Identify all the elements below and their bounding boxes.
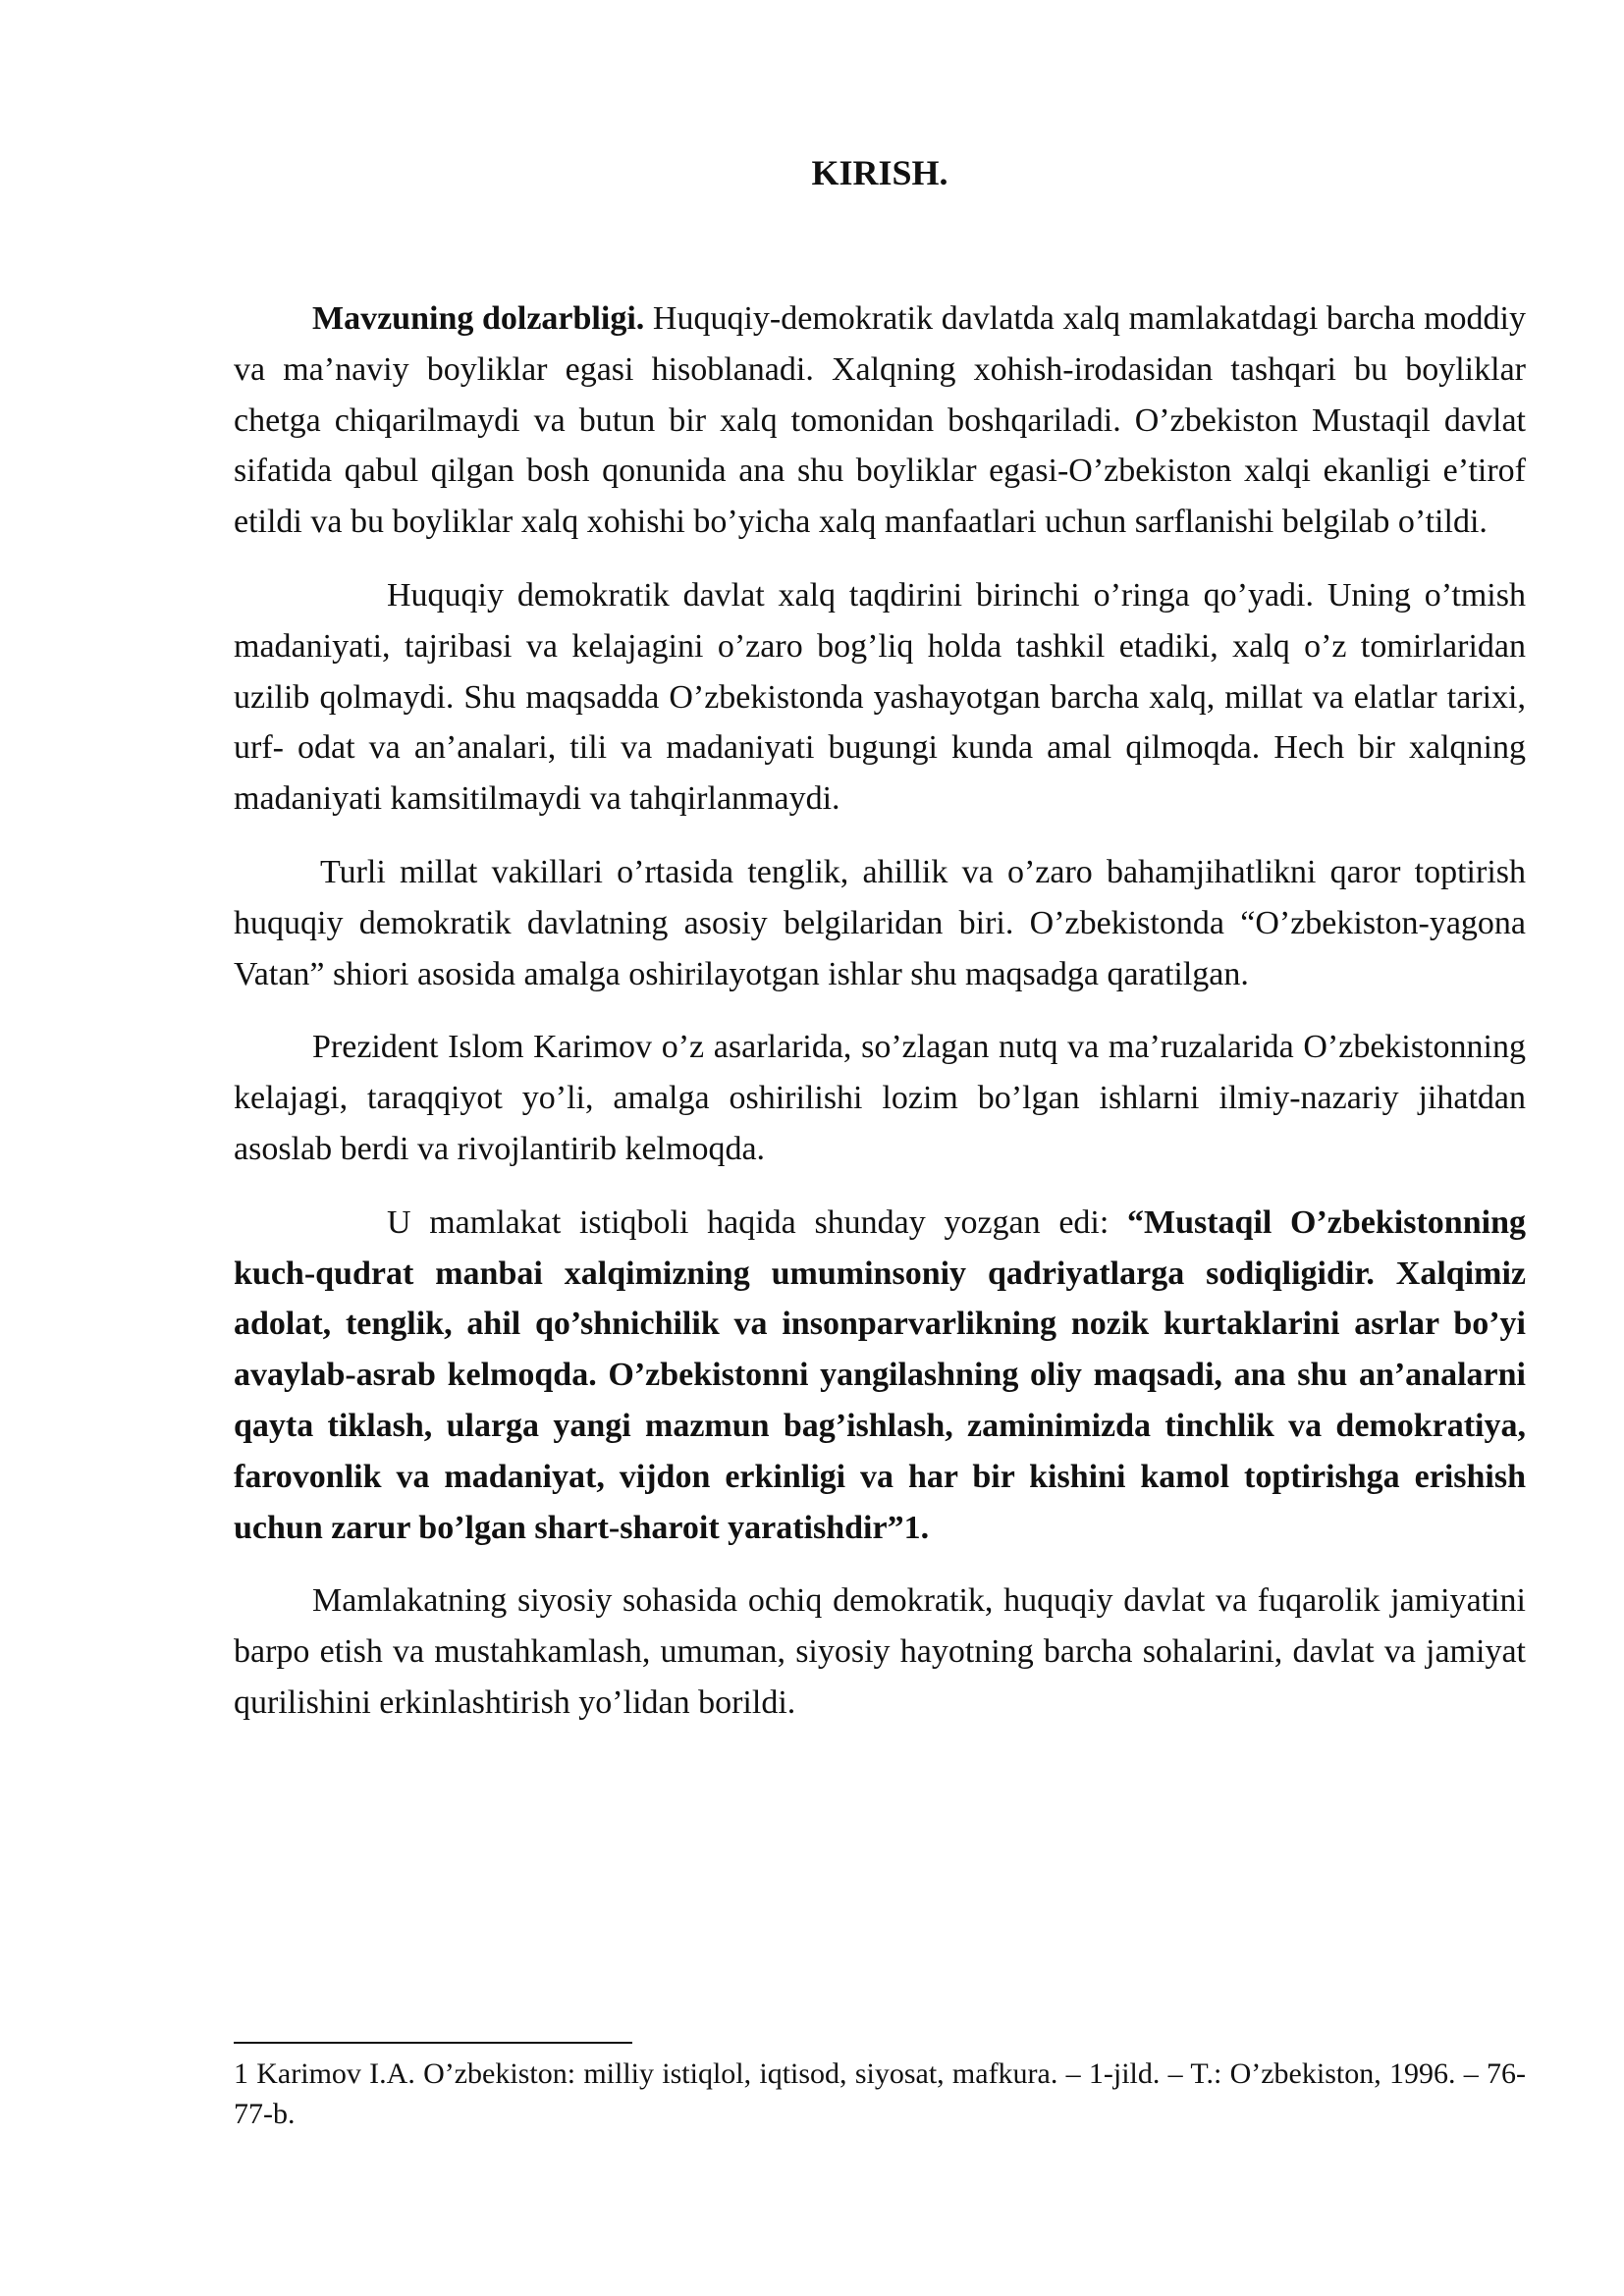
paragraph-text: Huquqiy-demokratik davlatda xalq mamlakatdagi barcha moddiy va ma’naviy boyliklar egasi hisoblanadi. Xalqning xohish-irodasidan tashqari bu boyliklar chetga chiqarilmaydi va butun bir xalq tomonidan boshqariladi. O’zbekiston Mustaqil davlat sifatida qabul qilgan bosh qonunida ana shu boyliklar egasi-O’zbekiston xalqi ekanligi e’tirof etildi va bu boyliklar xalq xohishi bo’yicha xalq manfaatlari uchun sarflanishi belgilab o’tildi. bbox=[234, 300, 1527, 541]
bold-quote: “Mustaqil O’zbekistonning kuch-qudrat manbai xalqimizning umuminsoniy qadriyatlarga sodiqligidir. Xalqimiz adolat, tenglik, ahil qo’shnichilik va insonparvarlikning nozik kurtaklarini asrlar bo’yi avaylab-asrab kelmoqda. O’zbekistonni yangilashning oliy maqsadi, ana shu an’analarni qayta tiklash, ularga yangi mazmun bag’ishlash, zaminimizda tinchlik va demokratiya, farovonlik va madaniyat, vijdon erkinligi va har bir kishini kamol toptirishga erishish uchun zarur bo’lgan shart-sharoit yaratishdir”1. bbox=[234, 1203, 1526, 1546]
page-title: KIRISH. bbox=[811, 153, 948, 192]
paragraph-relevance bbox=[234, 294, 1526, 548]
paragraph-quote bbox=[234, 1198, 1526, 1554]
document-page bbox=[234, 147, 1526, 1729]
footnote-divider bbox=[234, 2042, 632, 2044]
paragraph-president bbox=[234, 1022, 1526, 1174]
paragraph-democratic-state bbox=[234, 570, 1526, 825]
paragraph-lead-heading: Mavzuning dolzarbligi. bbox=[312, 300, 645, 337]
paragraph-text: Mamlakatning siyosiy sohasida ochiq demokratik, huquqiy davlat va fuqarolik jamiyatini barpo etish va mustahkamlash, umuman, siyosiy hayotning barcha sohalarini, davlat va jamiyat qurilishini erkinlashtirish yo’lidan borildi. bbox=[234, 1582, 1526, 1721]
paragraph-political-sphere bbox=[234, 1575, 1526, 1728]
paragraph-text: Turli millat vakillari o’rtasida tenglik, ahillik va o’zaro bahamjihatlikni qaror toptirish huquqiy demokratik davlatning asosiy belgilaridan biri. O’zbekistonda “O’zbekiston-yagona Vatan” shiori asosida amalga oshirilayotgan ishlar shu maqsadga qaratilgan. bbox=[234, 853, 1526, 992]
paragraph-text: Huquqiy demokratik davlat xalq taqdirini birinchi o’ringa qo’yadi. Uning o’tmish madaniyati, tajribasi va kelajagini o’zaro bog’liq holda tashkil etadiki, xalq o’z tomirlaridan uzilib qolmaydi. Shu maqsadda O’zbekistonda yashayotgan barcha xalq, millat va elatlar tarixi, urf- odat va an’analari, tili va madaniyati bugungi kunda amal qilmoqda. Hech bir xalqning madaniyati kamsitilmaydi va tahqirlanmaydi. bbox=[234, 576, 1526, 818]
paragraph-text: Prezident Islom Karimov o’z asarlarida, so’zlagan nutq va ma’ruzalarida O’zbekistonning kelajagi, taraqqiyot yo’li, amalga oshirilishi lozim bo’lgan ishlarni ilmiy-nazariy jihatdan asoslab berdi va rivojlantirib kelmoqda. bbox=[234, 1029, 1526, 1167]
paragraph-text: U mamlakat istiqboli haqida shunday yozgan edi: bbox=[387, 1203, 1127, 1241]
paragraph-nations-equality bbox=[234, 847, 1526, 999]
footnote: 1 Karimov I.A. O’zbekiston: milliy istiqlol, iqtisod, siyosat, mafkura. – 1-jild. – T.: O’zbekiston, 1996. – 76-77-b. bbox=[234, 2057, 1526, 2130]
